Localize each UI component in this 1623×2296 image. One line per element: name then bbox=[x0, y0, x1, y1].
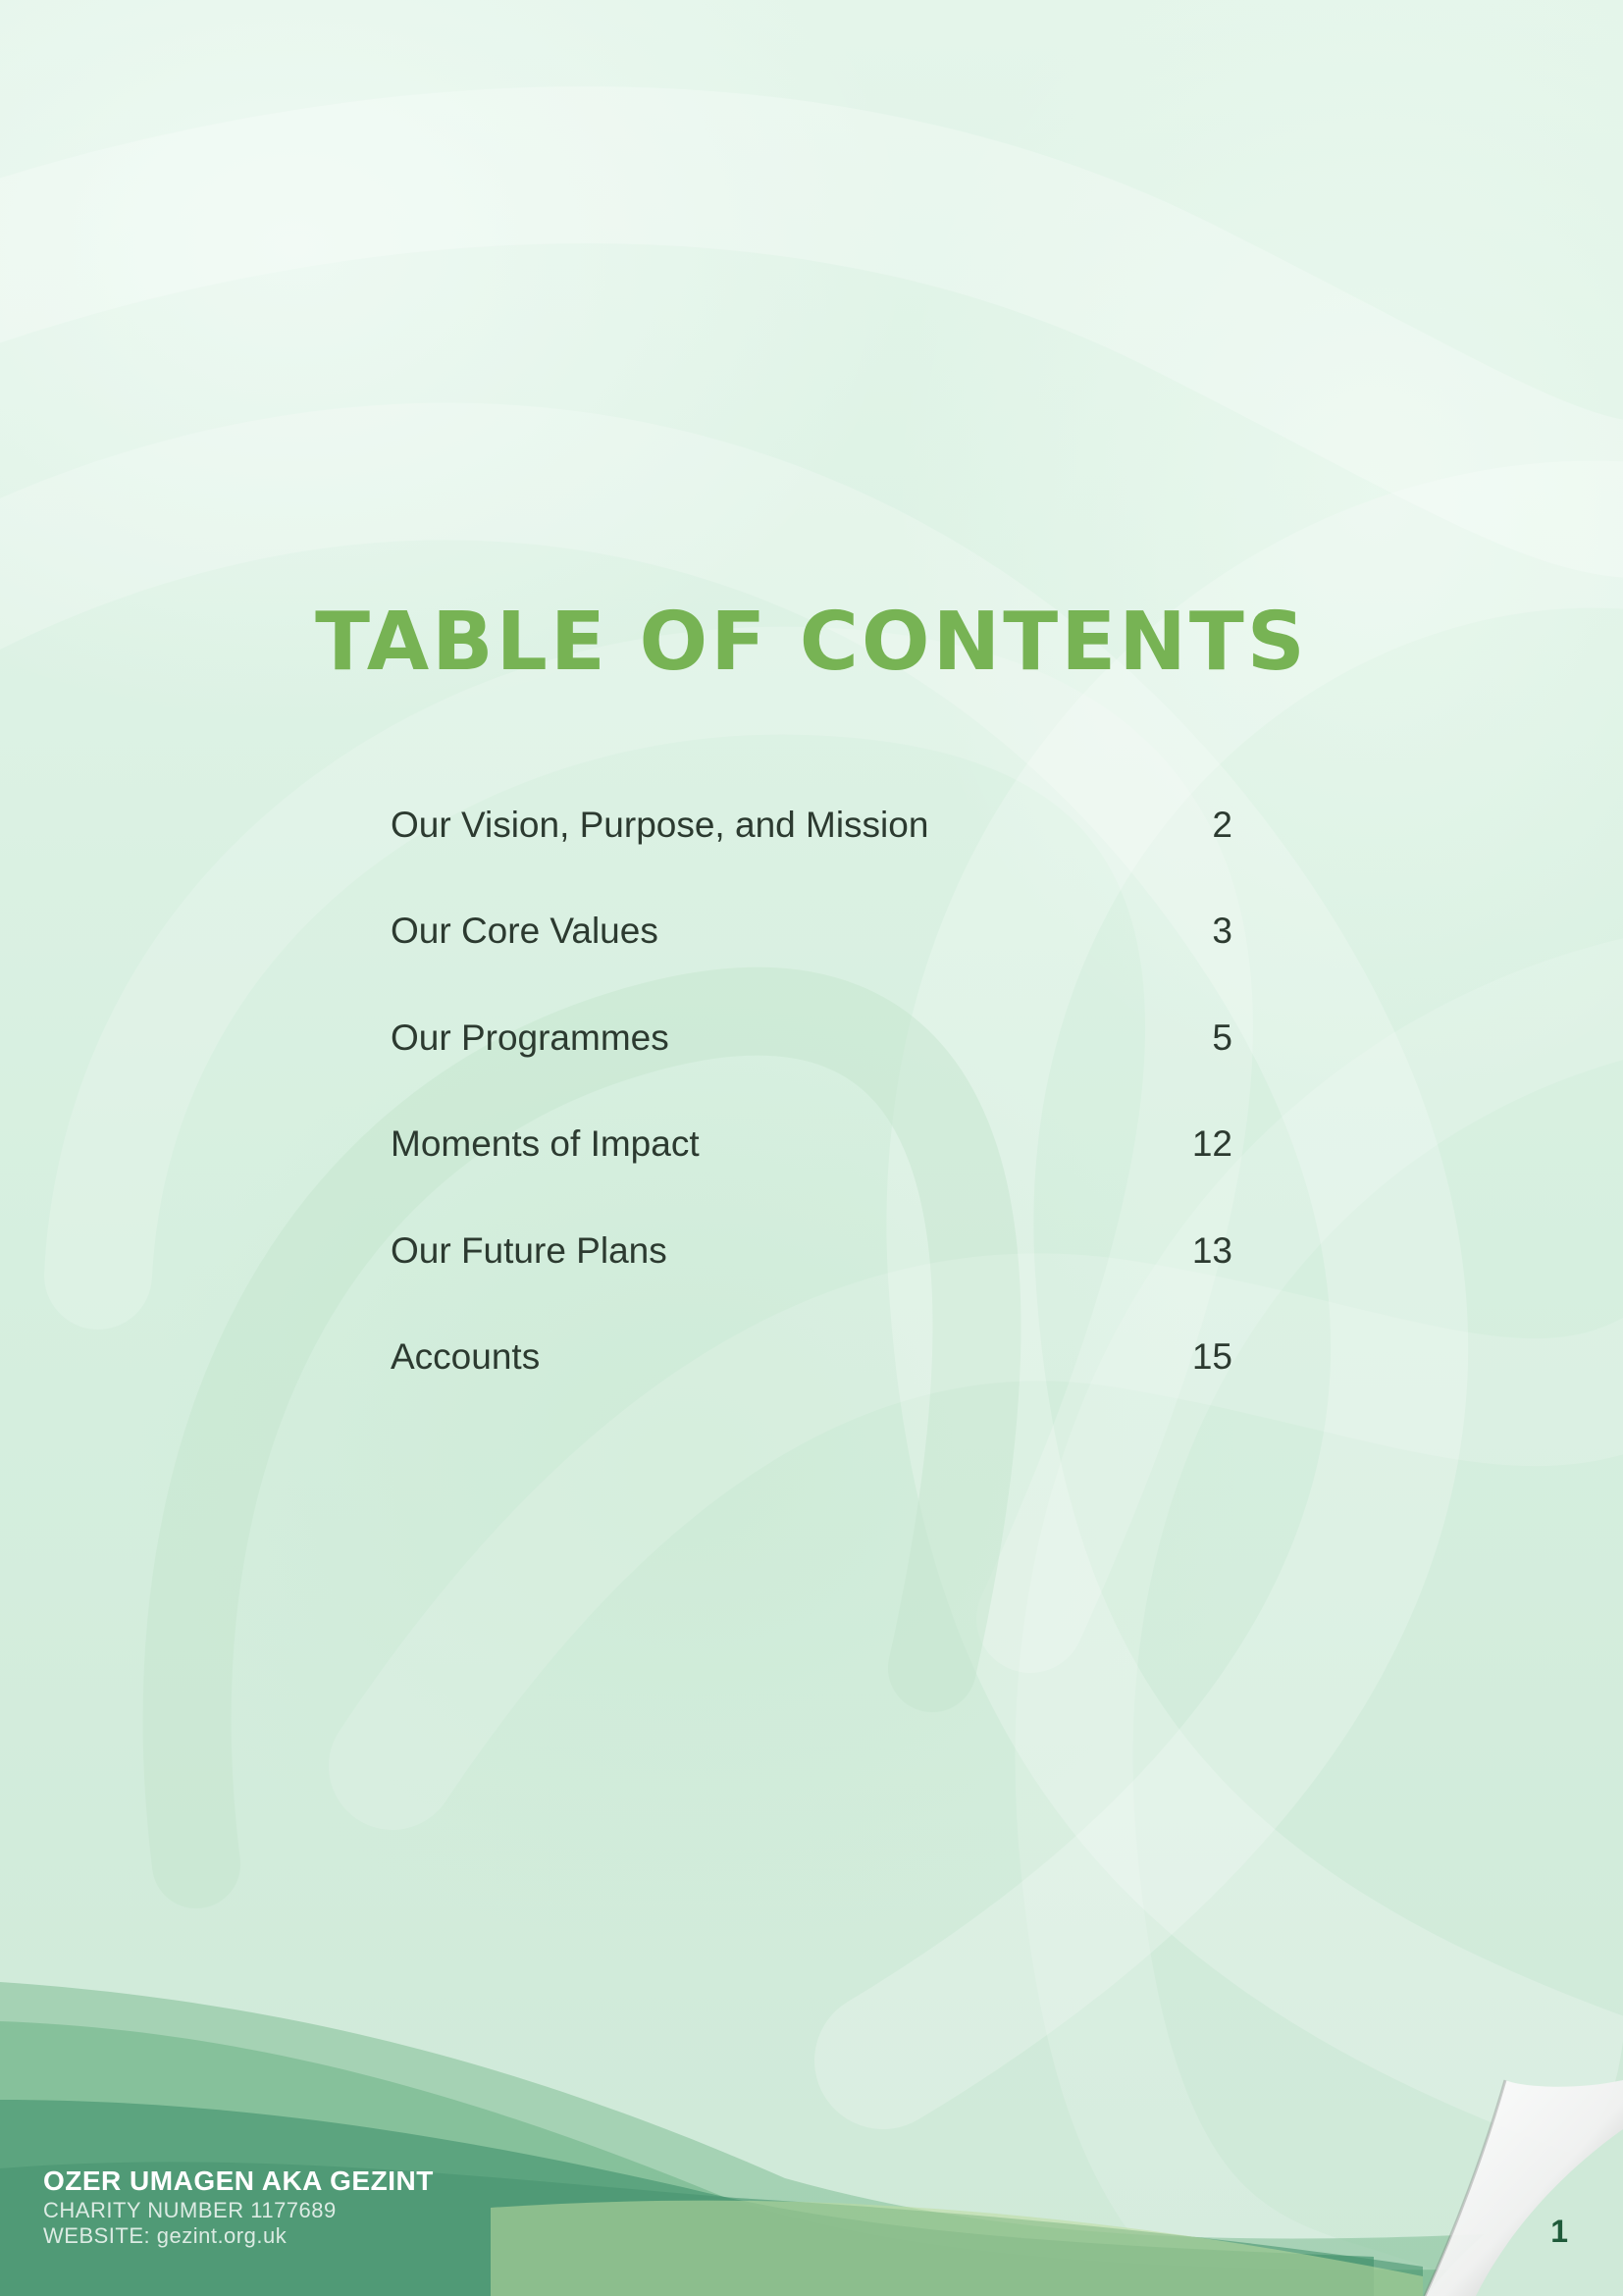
page-number: 1 bbox=[1550, 2214, 1568, 2249]
organisation-details bbox=[43, 2165, 434, 2249]
toc-entry-label: Moments of Impact bbox=[391, 1123, 700, 1165]
table-of-contents bbox=[391, 805, 1232, 1442]
toc-entry-programmes[interactable] bbox=[391, 1018, 1232, 1123]
toc-entry-page: 2 bbox=[1212, 805, 1232, 845]
toc-entry-page: 15 bbox=[1191, 1335, 1232, 1377]
toc-entry-label: Our Future Plans bbox=[391, 1229, 667, 1271]
toc-entry-vision[interactable] bbox=[391, 805, 1232, 911]
toc-entry-core-values[interactable] bbox=[391, 911, 1232, 1017]
toc-entry-moments-of-impact[interactable] bbox=[391, 1123, 1232, 1229]
website: WEBSITE: gezint.org.uk bbox=[43, 2222, 288, 2248]
toc-entry-page: 5 bbox=[1212, 1017, 1232, 1058]
toc-entry-label: Our Vision, Purpose, and Mission bbox=[391, 805, 929, 845]
toc-entry-label: Our Programmes bbox=[391, 1017, 669, 1058]
toc-entry-page: 12 bbox=[1191, 1123, 1232, 1165]
toc-entry-accounts[interactable] bbox=[391, 1336, 1232, 1442]
page-curl-icon bbox=[1368, 2041, 1623, 2296]
toc-entry-future-plans[interactable] bbox=[391, 1230, 1232, 1336]
toc-entry-page: 13 bbox=[1191, 1229, 1232, 1271]
toc-entry-label: Accounts bbox=[391, 1335, 541, 1377]
toc-entry-label: Our Core Values bbox=[391, 911, 658, 952]
toc-entry-page: 3 bbox=[1212, 911, 1232, 952]
organisation-name: OZER UMAGEN AKA GEZINT bbox=[43, 2166, 434, 2196]
page-title: TABLE OF CONTENTS bbox=[315, 596, 1308, 689]
charity-number: CHARITY NUMBER 1177689 bbox=[43, 2197, 337, 2222]
